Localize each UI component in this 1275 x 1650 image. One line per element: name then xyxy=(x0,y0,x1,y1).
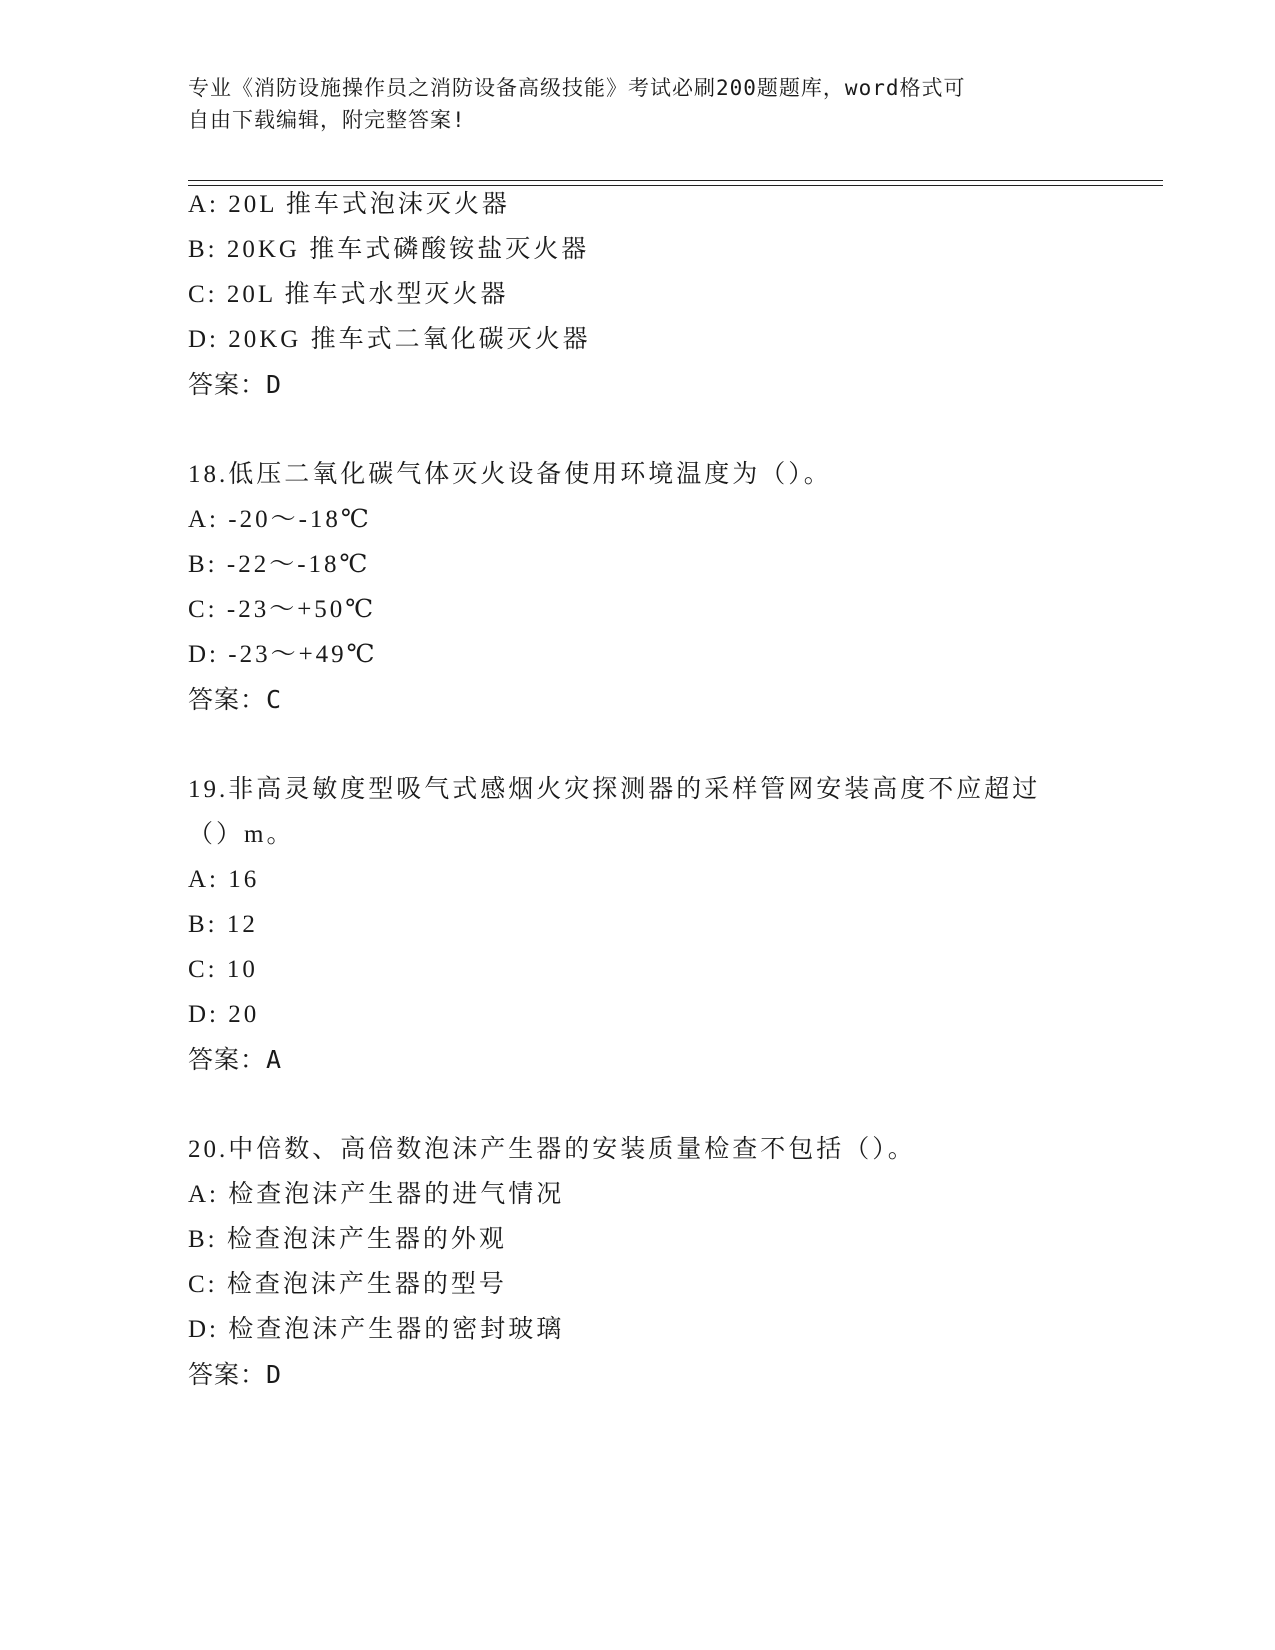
question-stem-line-1: 19.非高灵敏度型吸气式感烟火灾探测器的采样管网安装高度不应超过 xyxy=(188,776,1041,803)
option-c: C: 20L 推车式水型灭火器 xyxy=(188,281,509,308)
answer-label: 答案： xyxy=(188,1360,267,1389)
option-d: D: 检查泡沫产生器的密封玻璃 xyxy=(188,1316,565,1343)
option-a: A: 检查泡沫产生器的进气情况 xyxy=(188,1181,565,1208)
question-stem: 20.中倍数、高倍数泡沫产生器的安装质量检查不包括（）。 xyxy=(188,1136,916,1163)
answer-line xyxy=(188,1045,282,1075)
header-line-2: 自由下载编辑，附完整答案! xyxy=(188,108,466,132)
answer-line xyxy=(188,370,282,400)
option-c: C: 检查泡沫产生器的型号 xyxy=(188,1271,507,1298)
option-c: C: 10 xyxy=(188,956,258,983)
answer-line xyxy=(188,1360,282,1390)
header-divider-bottom xyxy=(188,185,1163,186)
option-d: D: 20 xyxy=(188,1001,260,1028)
option-a: A: 20L 推车式泡沫灭火器 xyxy=(188,191,510,218)
answer-label: 答案： xyxy=(188,685,267,714)
answer-label: 答案： xyxy=(188,1045,267,1074)
answer-label: 答案： xyxy=(188,370,267,399)
answer-value: D xyxy=(266,1360,283,1389)
answer-value: C xyxy=(266,685,283,714)
option-b: B: -22～-18℃ xyxy=(188,551,371,578)
option-d: D: -23～+49℃ xyxy=(188,641,378,668)
option-b: B: 20KG 推车式磷酸铵盐灭火器 xyxy=(188,236,590,263)
option-b: B: 12 xyxy=(188,911,258,938)
header-divider-top xyxy=(188,180,1163,181)
option-d: D: 20KG 推车式二氧化碳灭火器 xyxy=(188,326,591,353)
question-stem: 18.低压二氧化碳气体灭火设备使用环境温度为（）。 xyxy=(188,461,832,488)
answer-value: D xyxy=(266,370,283,399)
option-a: A: -20～-18℃ xyxy=(188,506,372,533)
answer-line xyxy=(188,685,282,715)
answer-value: A xyxy=(266,1045,283,1074)
option-b: B: 检查泡沫产生器的外观 xyxy=(188,1226,507,1253)
option-c: C: -23～+50℃ xyxy=(188,596,377,623)
option-a: A: 16 xyxy=(188,866,260,893)
question-stem-line-2: （）m。 xyxy=(188,821,295,848)
document-header xyxy=(188,72,1088,136)
header-line-1: 专业《消防设施操作员之消防设备高级技能》考试必刷200题题库，word格式可 xyxy=(188,76,966,100)
